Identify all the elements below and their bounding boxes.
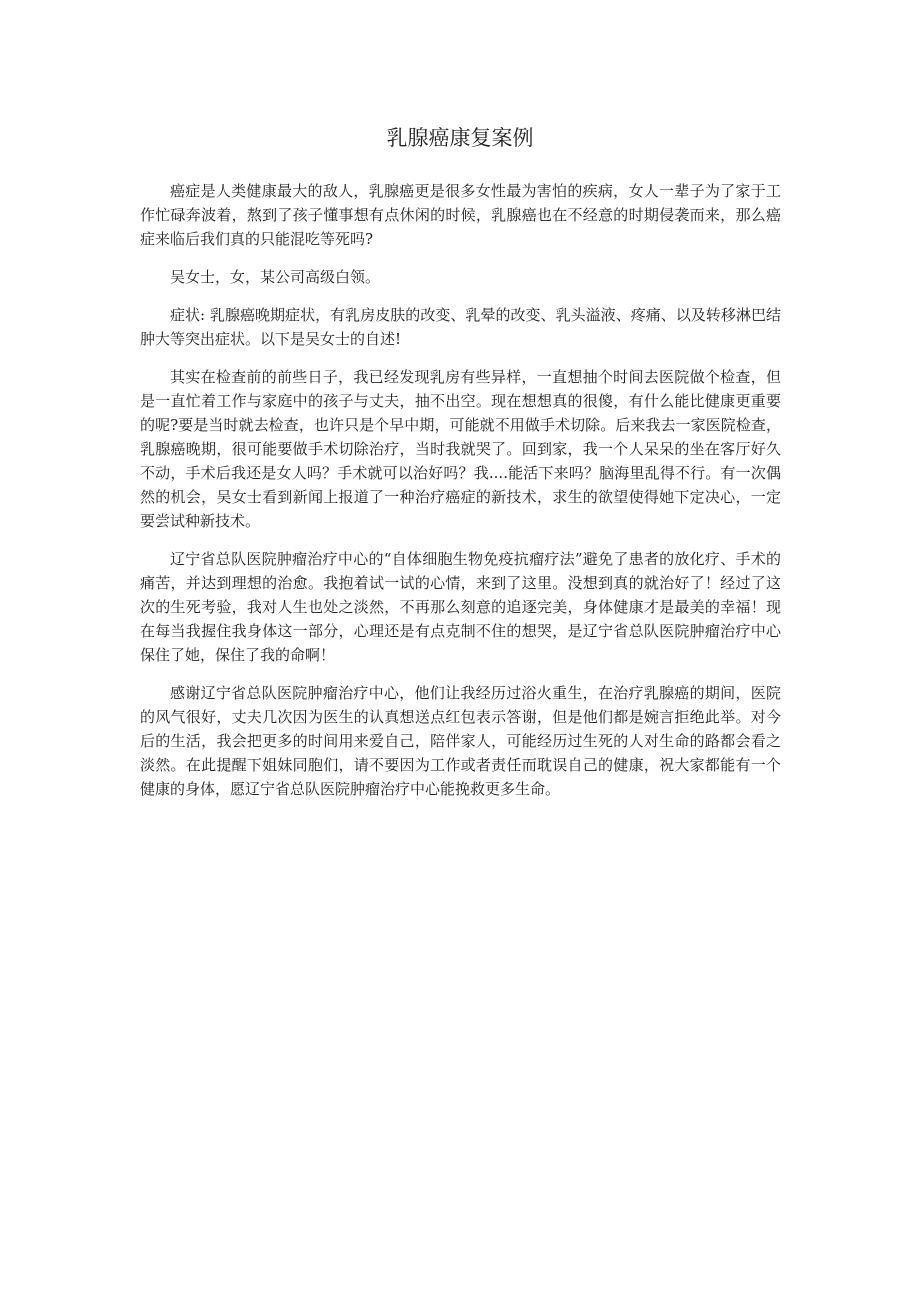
paragraph-thanks: 感谢辽宁省总队医院肿瘤治疗中心，他们让我经历过浴火重生，在治疗乳腺癌的期间，医院的风气很好，丈夫几次因为医生的认真想送点红包表示答谢，但是他们都是婉言拒绝此举。对今后的生活，我会把更多的时间用来爱自己，陪伴家人，可能经历过生死的人对生命的路都会看之淡然。在此提醒下姐妹同胞们，请不要因为工作或者责任而耽误自己的健康，祝大家都能有一个健康的身体，愿辽宁省总队医院肿瘤治疗中心能挽救更多生命。 bbox=[140, 684, 781, 798]
paragraph-intro: 癌症是人类健康最大的敌人，乳腺癌更是很多女性最为害怕的疾病，女人一辈子为了家于工作忙碌奔波着，熬到了孩子懂事想有点休闲的时候，乳腺癌也在不经意的时期侵袭而来，那么癌症来临后我们真的只能混吃等死吗? bbox=[140, 182, 781, 248]
paragraph-symptoms: 症状: 乳腺癌晚期症状，有乳房皮肤的改变、乳晕的改变、乳头溢液、疼痛、以及转移淋巴结肿大等突出症状。以下是吴女士的自述! bbox=[140, 306, 781, 348]
document-title: 乳腺癌康复案例 bbox=[386, 126, 534, 150]
document-body bbox=[140, 179, 781, 815]
paragraph-self-account: 其实在检查前的前些日子，我已经发现乳房有些异样，一直想抽个时间去医院做个检查，但是一直忙着工作与家庭中的孩子与丈夫，抽不出空。现在想想真的很傻，有什么能比健康更重要的呢?要是当时就去检查，也许只是个早中期，可能就不用做手术切除。后来我去一家医院检查，乳腺癌晚期，很可能要做手术切除治疗，当时我就哭了。回到家，我一个人呆呆的坐在客厅好久不动，手术后我还是女人吗？手术就可以治好吗？我....能活下来吗？脑海里乱得不行。有一次偶然的机会，吴女士看到新闻上报道了一种治疗癌症的新技术，求生的欲望使得她下定决心，一定要尝试种新技术。 bbox=[140, 368, 781, 530]
paragraph-treatment: 辽宁省总队医院肿瘤治疗中心的“自体细胞生物免疫抗瘤疗法”避免了患者的放化疗、手术的痛苦，并达到理想的治愈。我抱着试一试的心情，来到了这里。没想到真的就治好了！经过了这次的生死考验，我对人生也处之淡然，不再那么刻意的追逐完美，身体健康才是最美的幸福！现在每当我握住我身体这一部分，心理还是有点克制不住的想哭，是辽宁省总队医院肿瘤治疗中心保住了她，保住了我的命啊！ bbox=[140, 550, 781, 664]
paragraph-patient-info: 吴女士，女，某公司高级白领。 bbox=[170, 268, 381, 286]
